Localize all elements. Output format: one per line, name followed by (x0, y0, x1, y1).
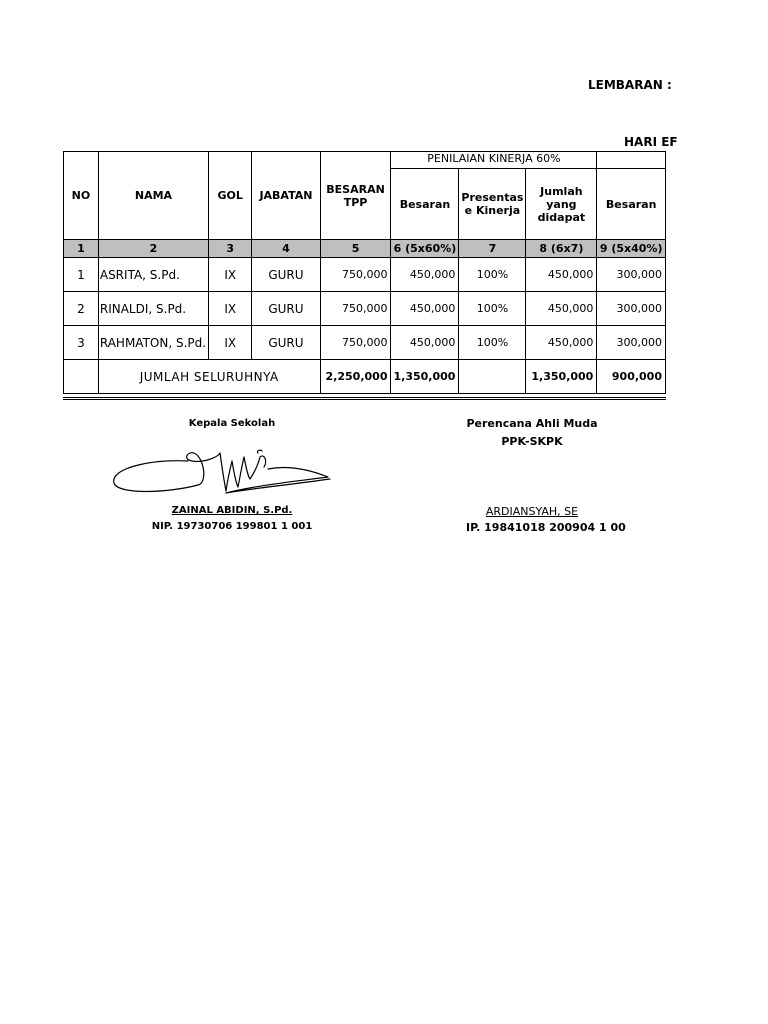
col-number: 2 (98, 240, 208, 258)
col-number: 4 (252, 240, 320, 258)
header-gol: GOL (209, 152, 252, 240)
cell-tpp: 750,000 (320, 326, 391, 360)
total-row (64, 360, 666, 394)
perencana-subtitle: PPK-SKPK (501, 435, 563, 448)
table-row (64, 326, 666, 360)
lembaran-label: LEMBARAN : (588, 78, 672, 92)
header-nama: NAMA (98, 152, 208, 240)
header-jumlah: Jumlah yang didapat (526, 169, 597, 240)
total-persen-empty (459, 360, 526, 394)
cell-jumlah: 450,000 (526, 326, 597, 360)
numbering-row (64, 240, 666, 258)
total-empty-cell (64, 360, 99, 394)
header-penilaian-kinerja: PENILAIAN KINERJA 60% (391, 152, 597, 169)
total-jumlah: 1,350,000 (526, 360, 597, 394)
cell-persen: 100% (459, 326, 526, 360)
kepala-sekolah-name: ZAINAL ABIDIN, S.Pd. (171, 505, 293, 516)
total-tpp: 2,250,000 (320, 360, 391, 394)
header-besaran: Besaran (391, 169, 459, 240)
header-empty-group (597, 152, 666, 169)
header-jabatan: JABATAN (252, 152, 320, 240)
cell-gol: IX (209, 258, 252, 292)
table-row (64, 292, 666, 326)
col-number: 1 (64, 240, 99, 258)
cell-persen: 100% (459, 292, 526, 326)
col-number: 7 (459, 240, 526, 258)
col-number: 3 (209, 240, 252, 258)
handwritten-signature (108, 447, 338, 507)
perencana-title: Perencana Ahli Muda (466, 417, 598, 430)
cell-no: 1 (64, 258, 99, 292)
cell-jumlah: 450,000 (526, 258, 597, 292)
cell-besaran: 450,000 (391, 258, 459, 292)
hari-label: HARI EF (624, 135, 678, 149)
cell-no: 3 (64, 326, 99, 360)
col-number: 9 (5x40%) (597, 240, 666, 258)
cell-nama: RINALDI, S.Pd. (98, 292, 208, 326)
cell-jabatan: GURU (252, 326, 320, 360)
col-number: 8 (6x7) (526, 240, 597, 258)
cell-persen: 100% (459, 258, 526, 292)
table-row (64, 258, 666, 292)
header-besaran-tpp: BESARAN TPP (320, 152, 391, 240)
cell-nama: RAHMATON, S.Pd. (98, 326, 208, 360)
table-bottom-border (63, 397, 666, 400)
cell-jabatan: GURU (252, 292, 320, 326)
tpp-table (63, 151, 666, 394)
cell-tpp: 750,000 (320, 258, 391, 292)
cell-no: 2 (64, 292, 99, 326)
perencana-name: ARDIANSYAH, SE (485, 505, 579, 518)
col-number: 5 (320, 240, 391, 258)
total-label: JUMLAH SELURUHNYA (98, 360, 320, 394)
col-number: 6 (5x60%) (391, 240, 459, 258)
kepala-sekolah-title: Kepala Sekolah (188, 418, 276, 429)
total-besaran-40: 900,000 (597, 360, 666, 394)
cell-nama: ASRITA, S.Pd. (98, 258, 208, 292)
cell-besaran-40: 300,000 (597, 258, 666, 292)
cell-jabatan: GURU (252, 258, 320, 292)
header-no: NO (64, 152, 99, 240)
header-besaran-40: Besaran (597, 169, 666, 240)
total-besaran: 1,350,000 (391, 360, 459, 394)
cell-besaran: 450,000 (391, 326, 459, 360)
cell-gol: IX (209, 326, 252, 360)
cell-jumlah: 450,000 (526, 292, 597, 326)
cell-gol: IX (209, 292, 252, 326)
header-presentase: Presentas e Kinerja (459, 169, 526, 240)
perencana-nip: IP. 19841018 200904 1 00 (466, 521, 626, 534)
cell-besaran-40: 300,000 (597, 326, 666, 360)
cell-besaran: 450,000 (391, 292, 459, 326)
cell-besaran-40: 300,000 (597, 292, 666, 326)
cell-tpp: 750,000 (320, 292, 391, 326)
kepala-sekolah-nip: NIP. 19730706 199801 1 001 (151, 521, 313, 532)
